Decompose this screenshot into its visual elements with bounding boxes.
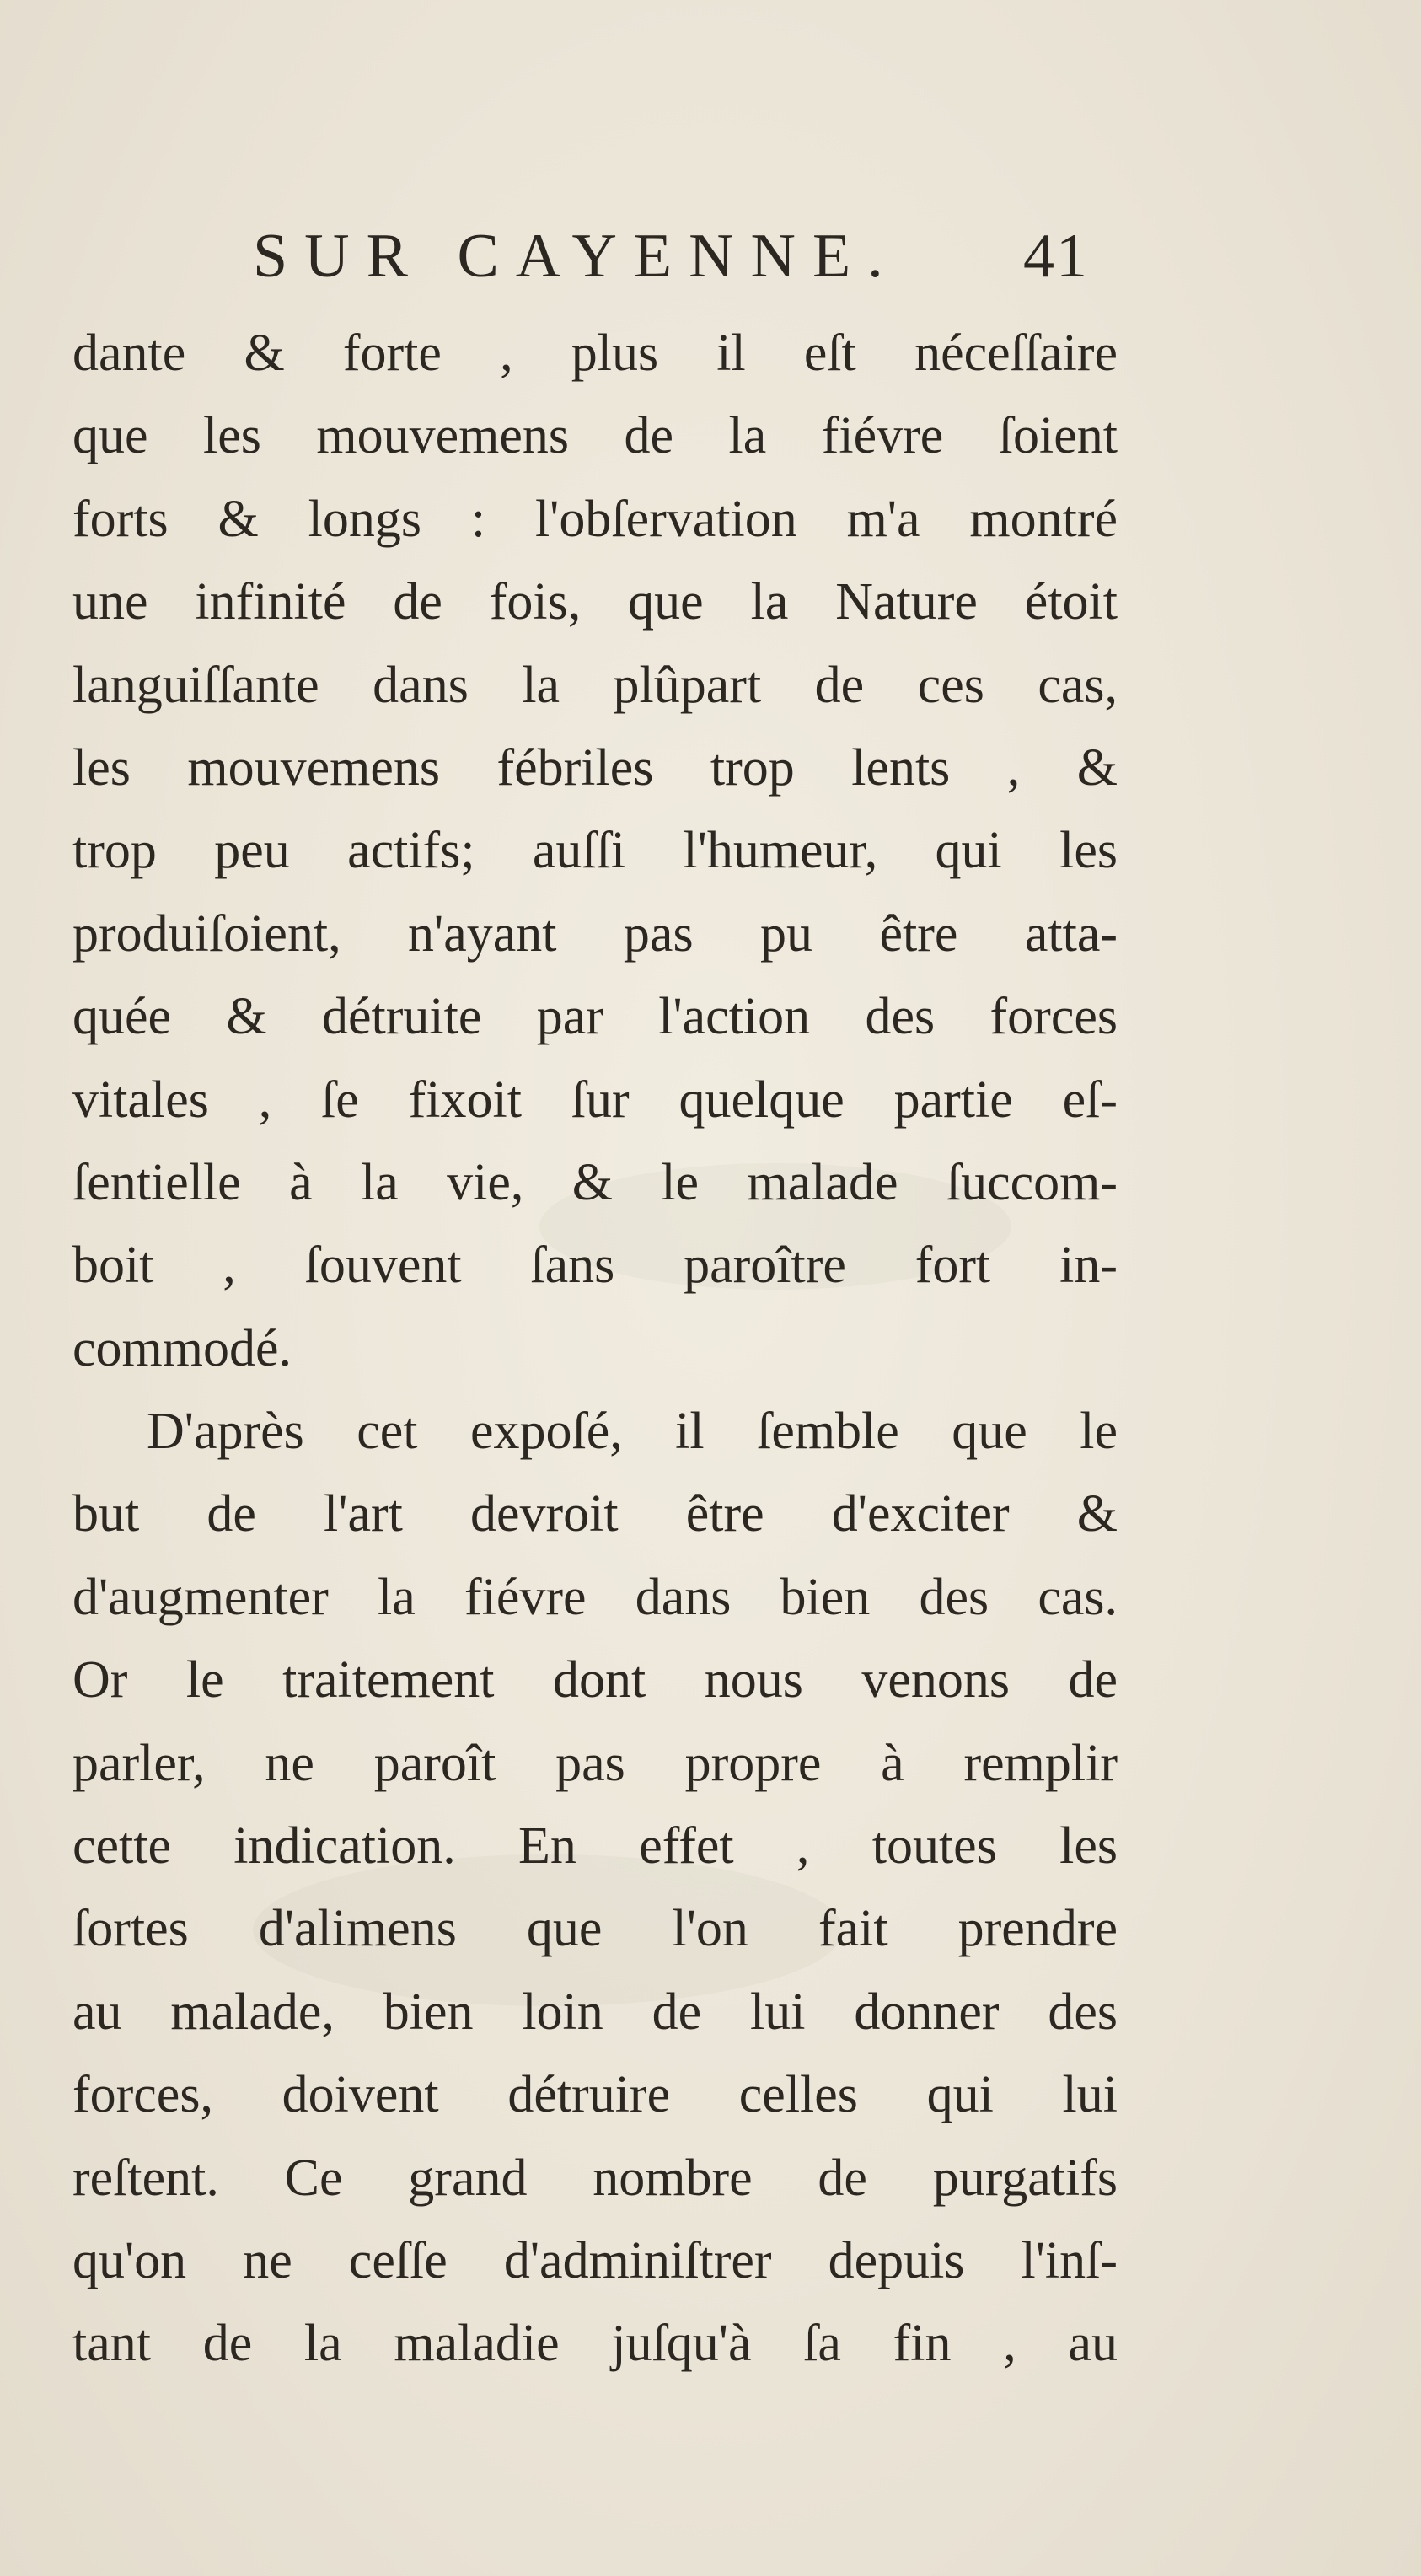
text-line: dante & forte , plus il eſt néceſſaire bbox=[72, 325, 1118, 382]
text-line: commodé. bbox=[72, 1319, 292, 1377]
running-head: SUR CAYENNE. bbox=[253, 222, 900, 291]
text-line: reſtent. Ce grand nombre de purgatifs bbox=[72, 2149, 1118, 2207]
text-line: ſentielle à la vie, & le malade ſuccom- bbox=[72, 1153, 1118, 1211]
text-line: ſortes d'alimens que l'on fait prendre bbox=[72, 1900, 1118, 1958]
text-line: boit , ſouvent ſans paroître fort in- bbox=[72, 1237, 1118, 1295]
text-line: but de l'art devroit être d'exciter & bbox=[72, 1485, 1118, 1543]
text-line: au malade, bien loin de lui donner des bbox=[72, 1983, 1118, 2041]
text-line: d'augmenter la fiévre dans bien des cas. bbox=[72, 1568, 1118, 1626]
text-line: produiſoient, n'ayant pas pu être atta- bbox=[72, 904, 1118, 963]
body-text bbox=[72, 312, 1118, 2385]
paragraph bbox=[72, 312, 1118, 1390]
text-line: parler, ne paroît pas propre à remplir bbox=[72, 1734, 1118, 1792]
text-line: forts & longs : l'obſervation m'a montré bbox=[72, 490, 1118, 548]
text-line: Or le traitement dont nous venons de bbox=[72, 1651, 1118, 1709]
page-number: 41 bbox=[1023, 222, 1089, 291]
text-line: que les mouvemens de la fiévre ſoient bbox=[72, 407, 1118, 465]
text-line: les mouvemens fébriles trop lents , & bbox=[72, 738, 1118, 797]
page-header bbox=[0, 221, 1421, 291]
text-line: D'après cet expoſé, il ſemble que le bbox=[147, 1403, 1118, 1461]
paragraph bbox=[72, 1390, 1118, 2385]
text-line: quée & détruite par l'action des forces bbox=[72, 988, 1118, 1046]
text-line: vitales , ſe fixoit ſur quelque partie eſ- bbox=[72, 1071, 1118, 1129]
text-line: tant de la maladie juſqu'à ſa fin , au bbox=[72, 2315, 1118, 2373]
text-line: forces, doivent détruire celles qui lui bbox=[72, 2066, 1118, 2124]
text-line: trop peu actifs; auſſi l'humeur, qui les bbox=[72, 822, 1118, 880]
text-line: cette indication. En effet , toutes les bbox=[72, 1817, 1118, 1876]
text-line: une infinité de fois, que la Nature étoit bbox=[72, 573, 1118, 631]
text-line: qu'on ne ceſſe d'adminiſtrer depuis l'inſ- bbox=[72, 2231, 1118, 2289]
text-line: languiſſante dans la plûpart de ces cas, bbox=[72, 656, 1118, 714]
